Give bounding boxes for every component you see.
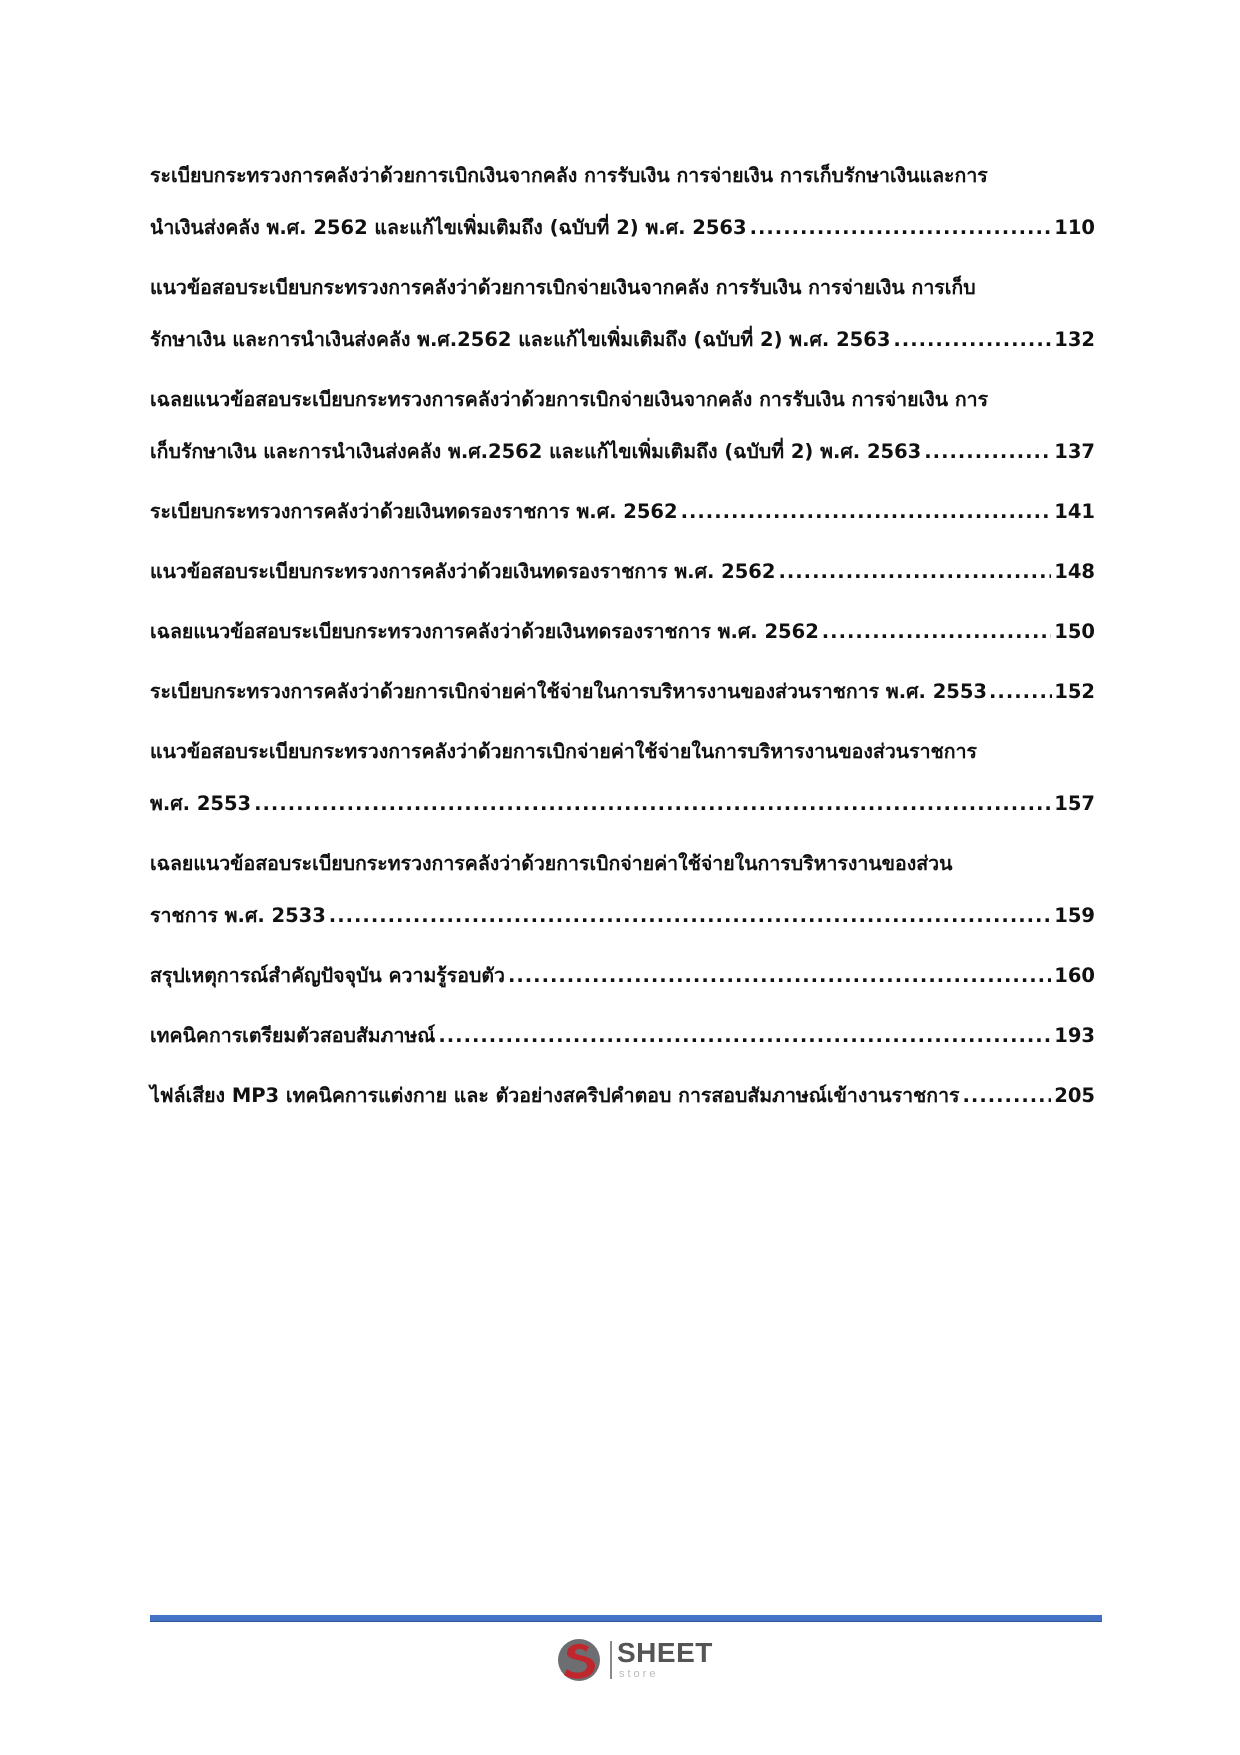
- toc-entry[interactable]: [150, 374, 1095, 478]
- logo-subtitle: store: [619, 1668, 659, 1680]
- toc-page-number: 160: [1054, 964, 1095, 987]
- sheet-store-logo-icon: [555, 1635, 603, 1685]
- dot-leader: [508, 950, 1051, 1002]
- dot-leader: [750, 202, 1052, 254]
- dot-leader: [963, 1070, 1052, 1122]
- toc-entry-title: แนวข้อสอบระเบียบกระทรวงการคลังว่าด้วยเงินทดรองราชการ พ.ศ. 2562: [150, 560, 776, 583]
- toc-entry[interactable]: [150, 666, 1095, 718]
- toc-entry-title: ระเบียบกระทรวงการคลังว่าด้วยการเบิกจ่ายค่าใช้จ่ายในการบริหารงานของส่วนราชการ พ.ศ. 2553: [150, 680, 988, 703]
- toc-entry[interactable]: [150, 726, 1095, 830]
- toc-entry[interactable]: [150, 1070, 1095, 1122]
- sheet-store-logo: [555, 1635, 725, 1687]
- toc-entry-title: เฉลยแนวข้อสอบระเบียบกระทรวงการคลังว่าด้วยเงินทดรองราชการ พ.ศ. 2562: [150, 620, 819, 643]
- toc-entry[interactable]: [150, 150, 1095, 254]
- toc-page-number: 132: [1054, 328, 1095, 351]
- toc-entry-title-line1: แนวข้อสอบระเบียบกระทรวงการคลังว่าด้วยการเบิกจ่ายเงินจากคลัง การรับเงิน การจ่ายเงิน การเก็บ: [150, 276, 976, 299]
- dot-leader: [329, 890, 1051, 942]
- toc-entry[interactable]: [150, 262, 1095, 366]
- toc-entry-title-line1: เฉลยแนวข้อสอบระเบียบกระทรวงการคลังว่าด้วยการเบิกจ่ายค่าใช้จ่ายในการบริหารงานของส่วน: [150, 852, 953, 875]
- toc-page-number: 205: [1054, 1084, 1095, 1107]
- table-of-contents: [150, 150, 1095, 1122]
- toc-page-number: 137: [1054, 440, 1095, 463]
- toc-entry-title: นำเงินส่งคลัง พ.ศ. 2562 และแก้ไขเพิ่มเติมถึง (ฉบับที่ 2) พ.ศ. 2563: [150, 216, 747, 239]
- dot-leader: [438, 1010, 1051, 1062]
- footer-divider: [150, 1615, 1102, 1622]
- dot-leader: [822, 606, 1052, 658]
- toc-page-number: 193: [1054, 1024, 1095, 1047]
- toc-entry[interactable]: [150, 606, 1095, 658]
- toc-entry-title: ราชการ พ.ศ. 2533: [150, 904, 326, 927]
- toc-entry-title: เทคนิคการเตรียมตัวสอบสัมภาษณ์: [150, 1024, 436, 1047]
- dot-leader: [989, 666, 1052, 718]
- toc-page-number: 157: [1054, 792, 1095, 815]
- toc-entry[interactable]: [150, 486, 1095, 538]
- toc-entry-title: รักษาเงิน และการนำเงินส่งคลัง พ.ศ.2562 และแก้ไขเพิ่มเติมถึง (ฉบับที่ 2) พ.ศ. 2563: [150, 328, 891, 351]
- logo-wordmark: SHEET: [617, 1637, 713, 1668]
- toc-page-number: 110: [1054, 216, 1095, 239]
- toc-entry[interactable]: [150, 950, 1095, 1002]
- logo-separator: [610, 1641, 612, 1679]
- toc-entry-title: สรุปเหตุการณ์สำคัญปัจจุบัน ความรู้รอบตัว: [150, 964, 505, 987]
- dot-leader: [893, 314, 1051, 366]
- toc-page-number: 141: [1054, 500, 1095, 523]
- toc-entry-title-line1: ระเบียบกระทรวงการคลังว่าด้วยการเบิกเงินจากคลัง การรับเงิน การจ่ายเงิน การเก็บรักษาเงินและการ: [150, 164, 988, 187]
- toc-page-number: 159: [1054, 904, 1095, 927]
- dot-leader: [254, 778, 1051, 830]
- dot-leader: [778, 546, 1051, 598]
- toc-page-number: 148: [1054, 560, 1095, 583]
- toc-entry-title: เก็บรักษาเงิน และการนำเงินส่งคลัง พ.ศ.2562 และแก้ไขเพิ่มเติมถึง (ฉบับที่ 2) พ.ศ. 2563: [150, 440, 922, 463]
- toc-entry[interactable]: [150, 838, 1095, 942]
- toc-entry-title-line1: เฉลยแนวข้อสอบระเบียบกระทรวงการคลังว่าด้วยการเบิกจ่ายเงินจากคลัง การรับเงิน การจ่ายเงิน การ: [150, 388, 989, 411]
- toc-entry[interactable]: [150, 1010, 1095, 1062]
- toc-page-number: 152: [1054, 680, 1095, 703]
- toc-entry-title: ระเบียบกระทรวงการคลังว่าด้วยเงินทดรองราชการ พ.ศ. 2562: [150, 500, 678, 523]
- toc-entry[interactable]: [150, 546, 1095, 598]
- toc-entry-title: ไฟล์เสียง MP3 เทคนิคการแต่งกาย และ ตัวอย่างสคริปคำตอบ การสอบสัมภาษณ์เข้างานราชการ: [150, 1084, 960, 1107]
- toc-page-number: 150: [1054, 620, 1095, 643]
- toc-entry-title-line1: แนวข้อสอบระเบียบกระทรวงการคลังว่าด้วยการเบิกจ่ายค่าใช้จ่ายในการบริหารงานของส่วนราชการ: [150, 740, 977, 763]
- dot-leader: [681, 486, 1052, 538]
- dot-leader: [924, 426, 1051, 478]
- toc-entry-title: พ.ศ. 2553: [150, 792, 252, 815]
